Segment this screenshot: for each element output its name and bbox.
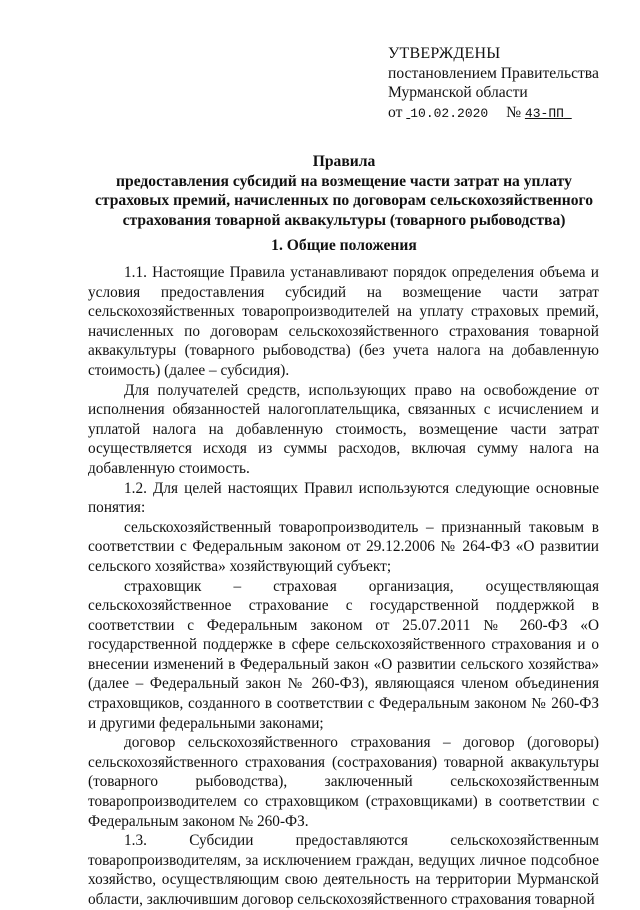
approval-number-prefix: № <box>506 103 522 121</box>
definition-contract: договор сельскохозяйственного страхования – договор (договоры) сельскохозяйственного страхования (сострахования) товарной аквакультуры (товарного рыбоводства), заключенный сельскохозяйственным товаропроизводителем со страховщиком (страховщиками) в соответствии с Федеральным законом № 260-ФЗ. <box>88 734 599 830</box>
paragraph-1-1: 1.1. Настоящие Правила устанавливают порядок определения объема и условия предоставления субсидий на возмещение части затрат сельскохозяйственных товаропроизводителей на уплату страховых премий, начисленных по договорам сельскохозяйственного страхования товарной аквакультуры (товарного рыбоводства) (без учета налога на добавленную стоимость) (далее – субсидия). <box>88 264 599 379</box>
approval-date: 10.02.2020 <box>410 105 489 121</box>
section-heading: 1. Общие положения <box>271 237 417 254</box>
approval-stamp <box>388 44 599 123</box>
document-title <box>84 152 604 230</box>
title-line-1: Правила <box>312 153 376 170</box>
approval-date-line <box>388 103 599 124</box>
paragraph-vat: Для получателей средств, использующих право на освобождение от исполнения обязанностей налогоплательщика, связанных с исчислением и уплатой налога на добавленную стоимость, возмещение части затрат осуществляется исходя из суммы расходов, включая сумму налога на добавленную стоимость. <box>88 381 599 477</box>
document-body <box>88 263 599 910</box>
paragraph-1-3: 1.3. Субсидии предоставляются сельскохозяйственным товаропроизводителям, за исключением граждан, ведущих личное подсобное хозяйство, осуществляющим свою деятельность на территории Мурманской области, заключившим договор сельскохозяйственного страхования товарной <box>88 832 599 908</box>
paragraph-1-2: 1.2. Для целей настоящих Правил используются следующие основные понятия: <box>88 479 599 517</box>
approval-heading: УТВЕРЖДЕНЫ <box>388 45 501 62</box>
approval-number: 43-ПП <box>524 105 564 121</box>
approval-issuer-line2: Мурманской области <box>388 84 528 101</box>
approval-issuer-line1: постановлением Правительства <box>388 64 599 82</box>
approval-date-prefix: от <box>388 103 403 121</box>
definition-producer: сельскохозяйственный товаропроизводитель – признанный таковым в соответствии с Федеральным законом от 29.12.2006 № 264-ФЗ «О развитии сельского хозяйства» хозяйствующий субъект; <box>88 518 599 575</box>
definition-insurer: страховщик – страховая организация, осуществляющая сельскохозяйственное страхование с государственной поддержкой в соответствии с Федеральным законом от 25.07.2011 № 260-ФЗ «О государственной поддержке в сфере сельскохозяйственного страхования и о внесении изменений в Федеральный закон «О развитии сельского хозяйства» (далее – Федеральный закон № 260-ФЗ), являющаяся членом объединения страховщиков, созданного в соответствии с Федеральным законом № 260-ФЗ и другими федеральными законами; <box>88 577 599 732</box>
title-line-3: страховых премий, начисленных по договорам сельскохозяйственного <box>94 192 594 210</box>
title-line-2: предоставления субсидий на возмещение части затрат на уплату <box>116 172 572 190</box>
title-line-4: страхования товарной аквакультуры (товарного рыбоводства) <box>122 211 566 229</box>
